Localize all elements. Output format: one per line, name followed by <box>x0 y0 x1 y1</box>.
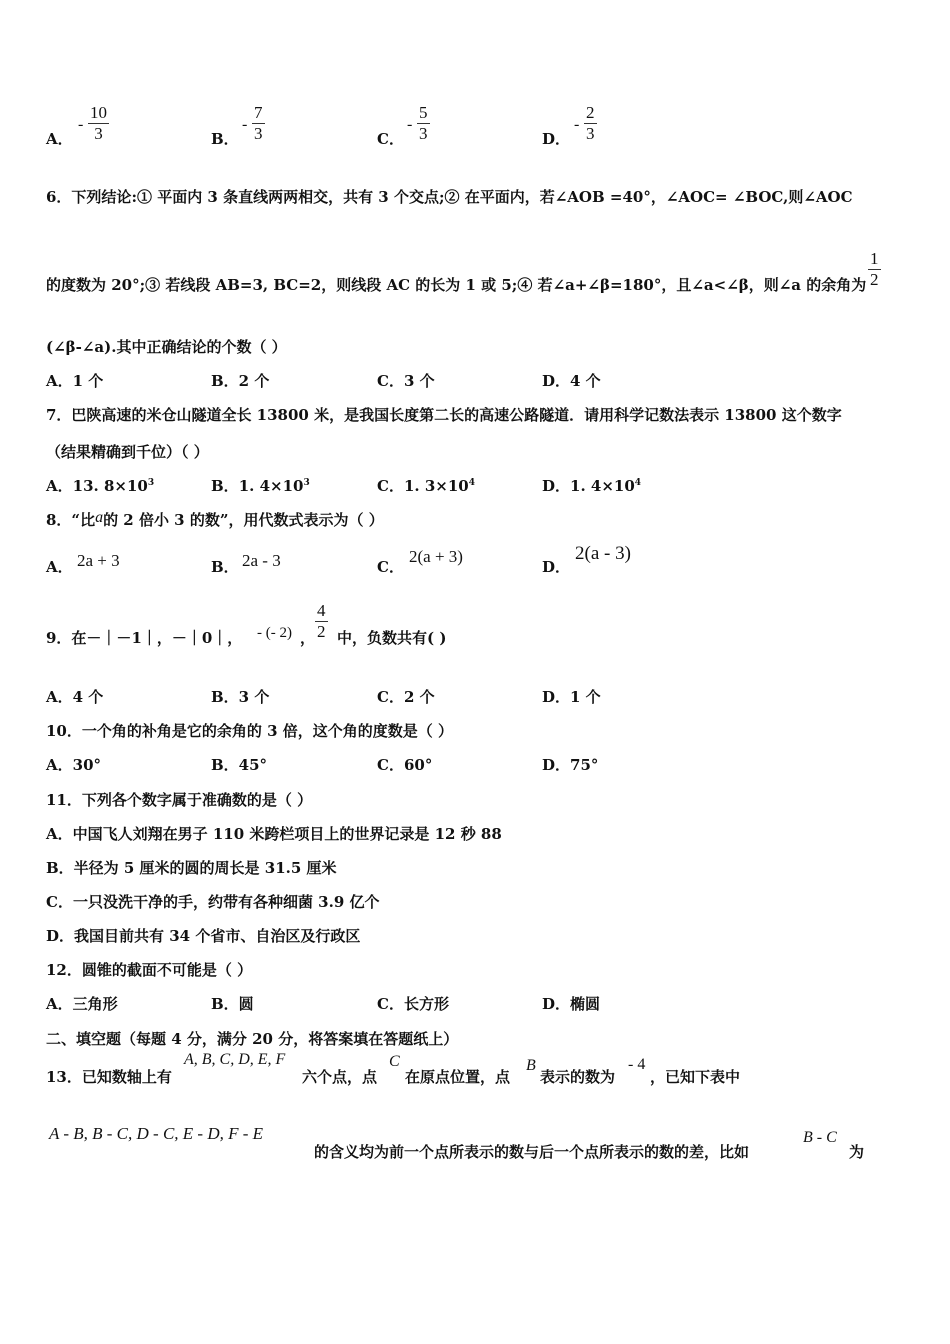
q6-option-c: C．3 个 <box>377 372 435 390</box>
q13-text-1: 13．已知数轴上有 <box>46 1068 172 1086</box>
q8-option-c-expr: 2(a + 3) <box>409 547 463 566</box>
q13-text-5: ，已知下表中 <box>650 1068 741 1086</box>
q5-option-a-label: A． <box>46 130 73 148</box>
q7-stem-line-1: 7．巴陕高速的米仓山隧道全长 13800 米，是我国长度第二长的高速公路隧道．请用科学记数法表示 13800 这个数字 <box>46 406 842 424</box>
q10-option-c: C．60° <box>377 756 433 774</box>
q7-option-d <box>542 475 641 496</box>
q10-option-a: A．30° <box>46 756 102 774</box>
q10-option-d: D．75° <box>542 756 599 774</box>
q5-option-b-fraction <box>252 103 265 144</box>
q8-option-d-expr: 2(a - 3) <box>575 543 631 564</box>
q6-stem-line-1: 6．下列结论:① 平面内 3 条直线两两相交，共有 3 个交点;② 在平面内，若∠AOB =40°，∠AOC= ∠BOC,则∠AOC <box>46 188 853 206</box>
q6-fraction <box>868 249 881 290</box>
q5-option-d-fraction <box>584 103 597 144</box>
q12-option-d: D．椭圆 <box>542 995 601 1013</box>
section-2-title: 二、填空题（每题 4 分，满分 20 分，将答案填在答题纸上） <box>46 1030 459 1048</box>
q5-option-c-denominator: 3 <box>419 124 428 143</box>
q8-option-b-expr: 2a - 3 <box>242 551 281 570</box>
q5-option-a-sign: - <box>78 116 84 133</box>
q5-option-b-numerator: 7 <box>254 103 263 122</box>
q11-stem: 11．下列各个数字属于准确数的是（ ） <box>46 791 313 809</box>
q9-option-d: D．1 个 <box>542 688 601 706</box>
q5-option-c-fraction <box>417 103 430 144</box>
q7-option-c-base: 1. 3×10 <box>403 477 469 495</box>
q12-option-c: C．长方形 <box>377 995 449 1013</box>
q12-option-a: A．三角形 <box>46 995 118 1013</box>
q13-b-minus-c: B - C <box>803 1129 837 1146</box>
q8-option-c-label: C． <box>377 558 404 576</box>
q5-option-a-denominator: 3 <box>94 124 103 143</box>
q9-expression: - (- 2) <box>257 625 292 641</box>
q8-option-b-label: B． <box>211 558 239 576</box>
q7-stem-line-2: （结果精确到千位）（ ） <box>46 443 209 461</box>
q13-text-2: 六个点，点 <box>302 1068 378 1086</box>
q6-stem-line-2: 的度数为 20°;③ 若线段 AB=3, BC=2，则线段 AC 的长为 1 或 5;④ 若∠a+∠β=180°，且∠a<∠β，则∠a 的余角为 <box>46 276 867 294</box>
q5-option-c-sign: - <box>407 116 413 133</box>
q5-option-c-numerator: 5 <box>419 103 428 122</box>
q7-option-b-exponent: 3 <box>303 478 310 488</box>
q7-option-a-label: A． <box>46 477 73 495</box>
q9-option-b: B．3 个 <box>211 688 270 706</box>
q8-option-d-label: D． <box>542 558 571 576</box>
q6-option-a: A．1 个 <box>46 372 104 390</box>
q13-value: - 4 <box>628 1056 646 1073</box>
q9-fraction-numerator: 4 <box>317 601 326 620</box>
q9-fraction-denominator: 2 <box>317 622 326 641</box>
q13-point-b: B <box>526 1057 536 1074</box>
q7-option-a-base: 13. 8×10 <box>72 477 148 495</box>
q7-option-a-exponent: 3 <box>147 478 155 488</box>
q13-text-7: 为 <box>849 1143 865 1161</box>
q5-option-d-numerator: 2 <box>586 103 595 122</box>
q13-text-6: 的含义均为前一个点所表示的数与后一个点所表示的数的差，比如 <box>314 1143 750 1161</box>
q7-option-d-exponent: 4 <box>634 478 642 488</box>
q8-stem-pre: 8．“比 <box>46 511 96 529</box>
q5-option-d-sign: - <box>574 116 580 133</box>
q9-fraction <box>315 601 328 642</box>
q5-option-b-denominator: 3 <box>254 124 263 143</box>
q8-stem-post: 的 2 倍小 3 的数”，用代数式表示为（ ） <box>103 511 384 529</box>
q7-option-c <box>377 475 475 496</box>
q6-fraction-numerator: 1 <box>870 249 879 268</box>
q13-point-c: C <box>389 1053 400 1070</box>
q10-stem: 10．一个角的补角是它的余角的 3 倍，这个角的度数是（ ） <box>46 722 453 740</box>
q8-option-a-label: A． <box>46 558 73 576</box>
q9-stem-pre: 9．在－｜－1｜，－｜0｜， <box>46 629 243 647</box>
q5-option-d-denominator: 3 <box>586 124 595 143</box>
q7-option-c-label: C． <box>377 477 404 495</box>
q7-option-c-exponent: 4 <box>468 478 475 488</box>
q12-option-b: B．圆 <box>211 995 254 1013</box>
q7-option-b-base: 1. 4×10 <box>238 477 304 495</box>
q5-option-c-label: C． <box>377 130 404 148</box>
q13-differences: A - B, B - C, D - C, E - D, F - E <box>49 1124 264 1143</box>
q6-stem-line-3: (∠β-∠a).其中正确结论的个数（ ） <box>46 338 287 356</box>
q7-option-d-base: 1. 4×10 <box>570 477 635 495</box>
q8-option-a-expr: 2a + 3 <box>77 551 120 570</box>
q13-points: A, B, C, D, E, F <box>184 1051 286 1068</box>
q7-option-d-label: D． <box>542 477 571 495</box>
q7-option-a <box>46 475 154 496</box>
q7-option-b <box>211 475 310 496</box>
q5-option-b-sign: - <box>242 116 248 133</box>
q5-option-a-numerator: 10 <box>90 103 107 122</box>
q11-option-a: A．中国飞人刘翔在男子 110 米跨栏项目上的世界记录是 12 秒 88 <box>46 825 502 843</box>
q5-option-b-label: B． <box>211 130 239 148</box>
q11-option-b: B．半径为 5 厘米的圆的周长是 31.5 厘米 <box>46 859 337 877</box>
q11-option-d: D．我国目前共有 34 个省市、自治区及行政区 <box>46 927 361 945</box>
q8-stem <box>46 509 384 530</box>
q13-text-3: 在原点位置，点 <box>405 1068 511 1086</box>
q5-option-d-label: D． <box>542 130 571 148</box>
q11-option-c: C．一只没洗干净的手，约带有各种细菌 3.9 亿个 <box>46 893 380 911</box>
q12-stem: 12．圆锥的截面不可能是（ ） <box>46 961 253 979</box>
q6-option-d: D．4 个 <box>542 372 601 390</box>
q5-option-a-fraction <box>88 103 109 144</box>
q6-option-b: B．2 个 <box>211 372 270 390</box>
q9-stem-post: 中，负数共有( ) <box>337 629 447 647</box>
q9-option-a: A．4 个 <box>46 688 104 706</box>
q13-text-4: 表示的数为 <box>540 1068 616 1086</box>
q6-fraction-denominator: 2 <box>870 270 879 289</box>
q10-option-b: B．45° <box>211 756 268 774</box>
q9-option-c: C．2 个 <box>377 688 435 706</box>
q8-stem-variable: a <box>95 509 104 526</box>
q9-comma: ， <box>300 629 316 647</box>
q7-option-b-label: B． <box>211 477 239 495</box>
